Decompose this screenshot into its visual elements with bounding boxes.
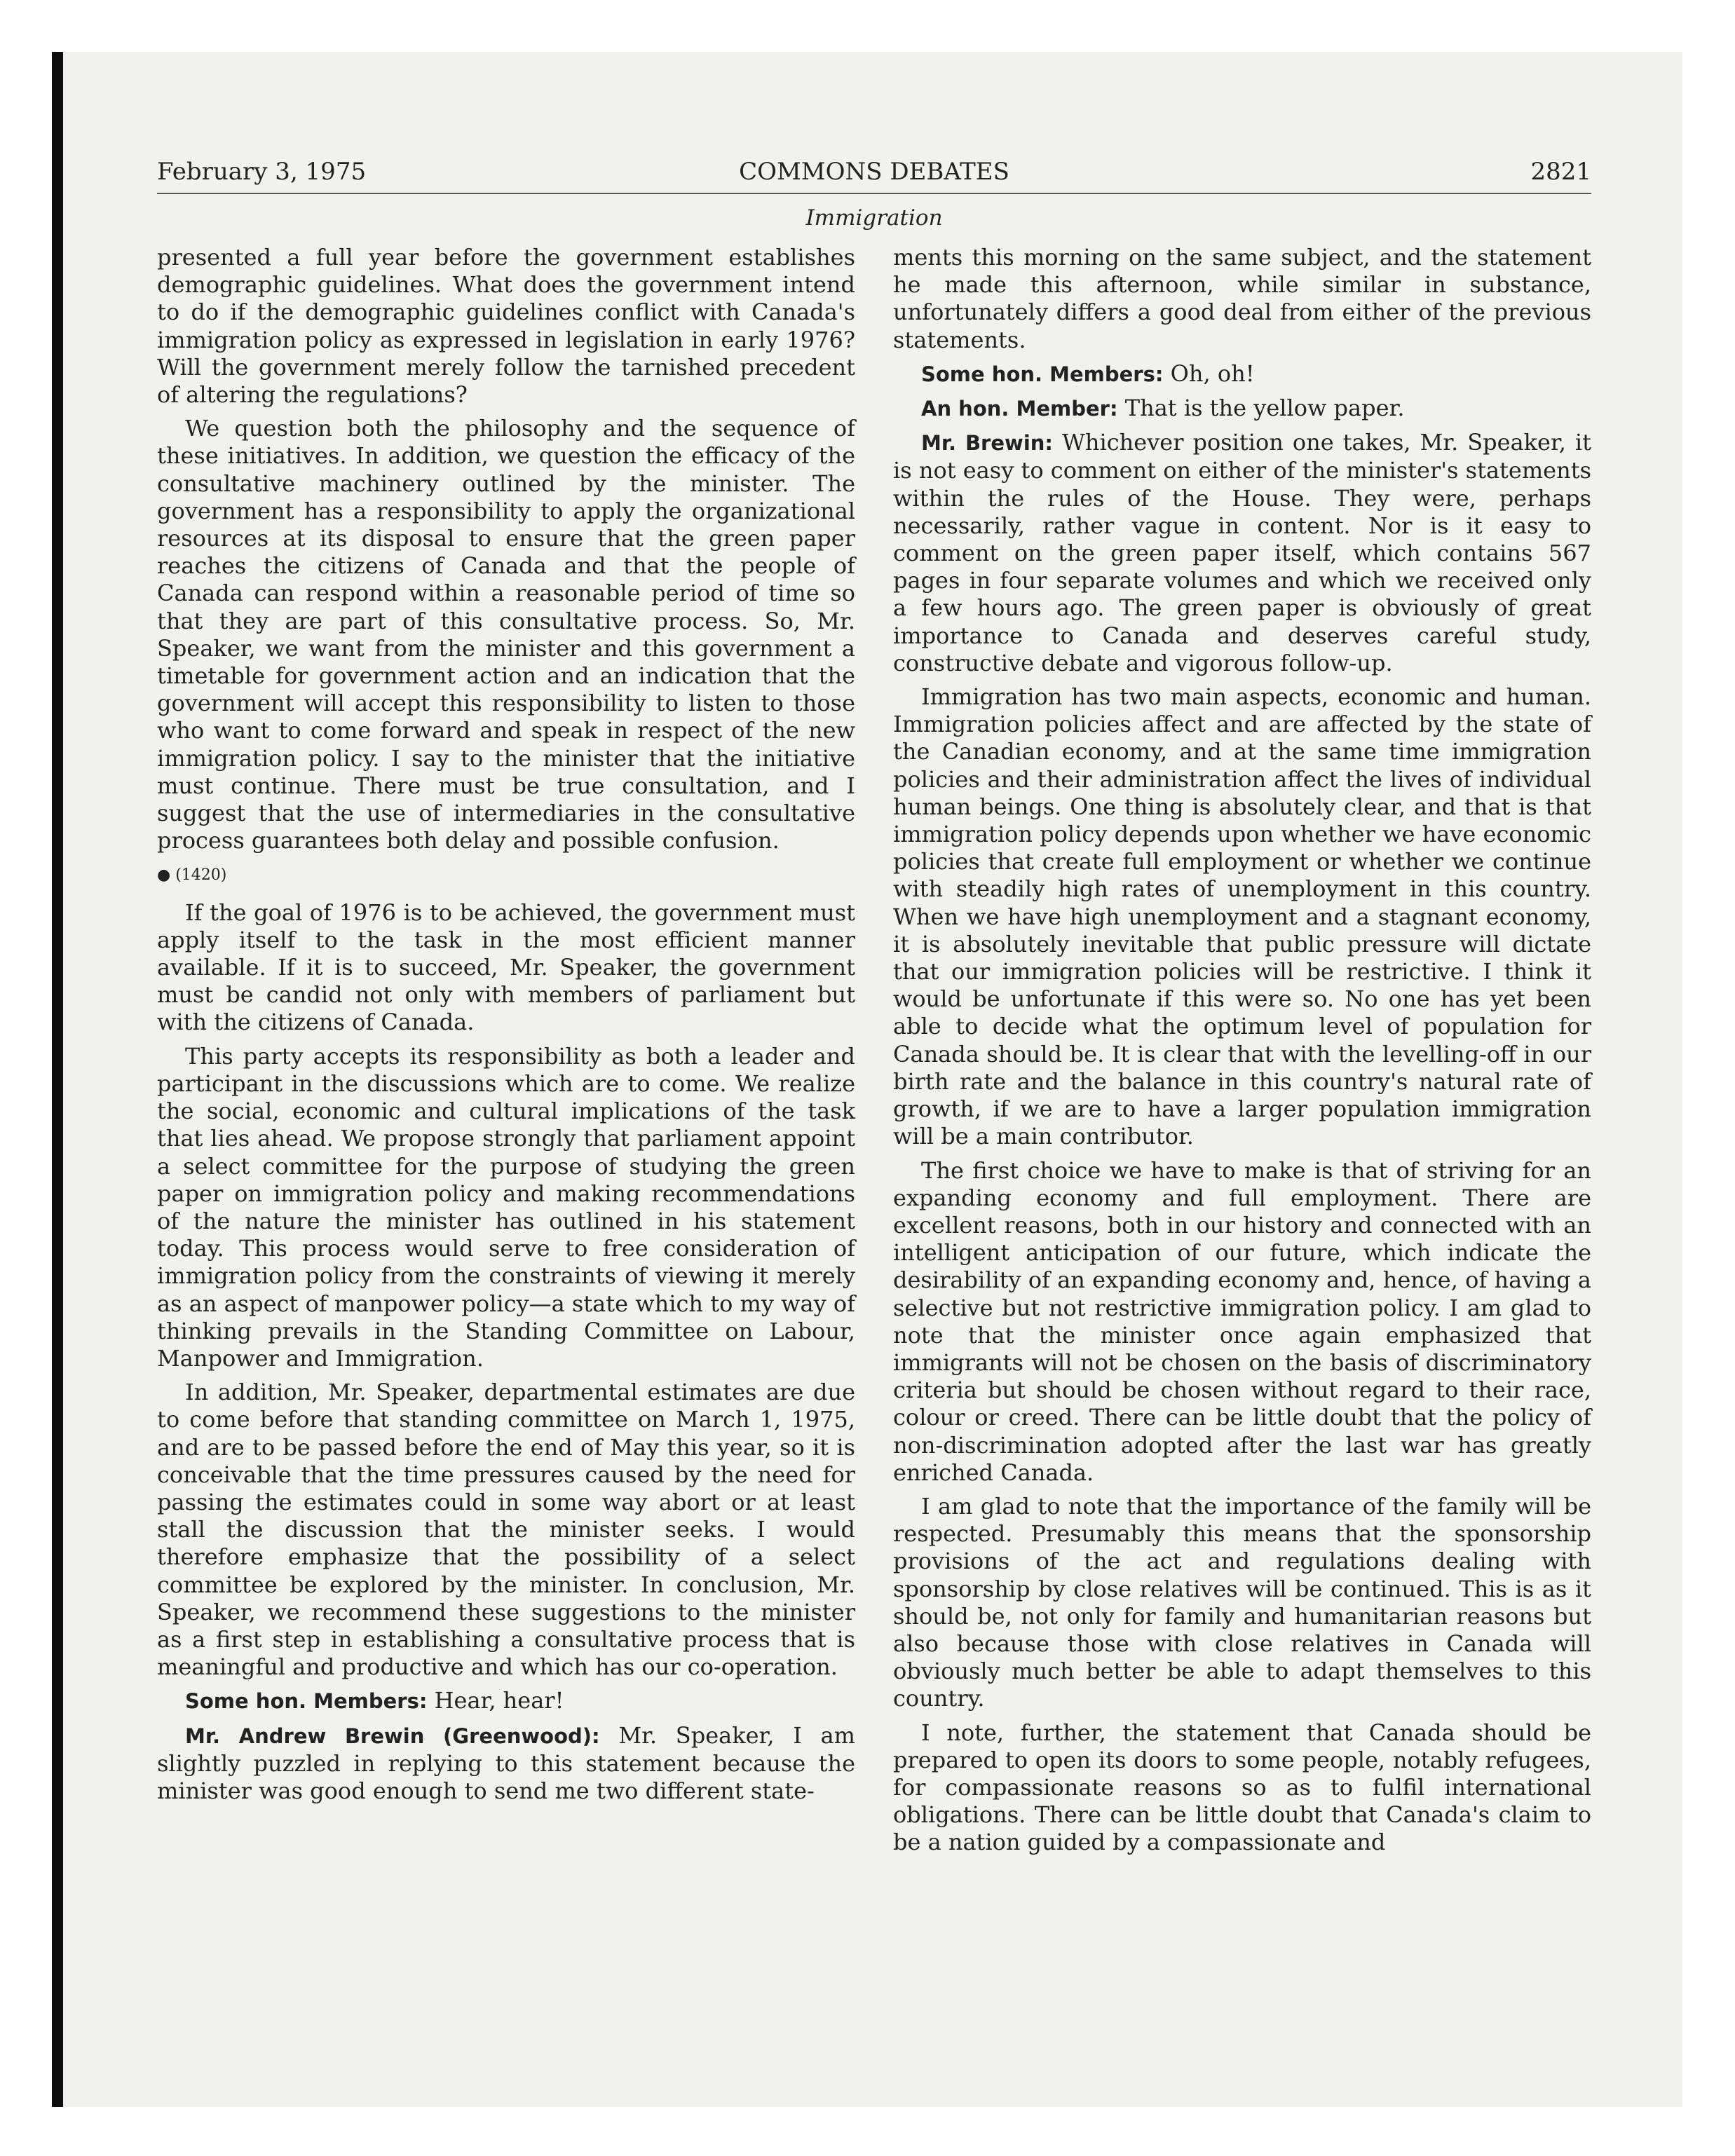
paragraph: This party accepts its responsibility as both a leader and participant in the discussions which are to come. We realize the social, economic and cultural implications of the task that lies ahead. We propose strongly that parliament appoint a select committee for the purpose of studying the green paper on immigration policy and making recommendations of the nature the minister has outlined in his statement today. This process would serve to free consideration of immigration policy from the constraints of viewing it merely as an aspect of manpower policy—a state which to my way of thinking prevails in the Standing Committee on Labour, Manpower and Immigration. xyxy=(157,1042,855,1372)
speech-text: Whichever position one takes, Mr. Speaker, it is not easy to comment on either of the minister's statements within the rules of the House. They were, perhaps necessarily, rather vague in content. Nor is it easy to comment on the green paper itself, which contains 567 pages in four separate volumes and which we received only a few hours ago. The green paper is obviously of great importance to Canada and deserves careful study, constructive debate and vigorous follow-up. xyxy=(893,429,1592,676)
paragraph: ments this morning on the same subject, and the statement he made this afternoon, while similar in substance, unfortunately differs a good deal from either of the previous statements. xyxy=(893,244,1591,353)
paragraph: presented a full year before the government establishes demographic guidelines. What does the government intend to do if the demographic guidelines conflict with Canada's immigration policy as expressed in legislation in early 1976? Will the government merely follow the tarnished precedent of altering the regulations? xyxy=(157,244,855,409)
speaker-name: Some hon. Members: xyxy=(921,362,1164,386)
speaker-name: An hon. Member: xyxy=(921,397,1118,421)
speech-paragraph xyxy=(893,429,1591,677)
paragraph: The first choice we have to make is that of striving for an expanding economy and full employment. There are excellent reasons, both in our history and connected with an intelligent anticipation of our future, which indicate the desirability of an expanding economy and, hence, of having a selective but not restrictive immigration policy. I am glad to note that the minister once again emphasized that immigrants will not be chosen on the basis of discriminatory criteria but should be chosen without regard to their race, colour or creed. There can be little doubt that the policy of non-discrimination adopted after the last war has greatly enriched Canada. xyxy=(893,1157,1591,1486)
speaker-name: Mr. Andrew Brewin (Greenwood): xyxy=(185,1724,600,1748)
speech-paragraph xyxy=(157,1722,855,1806)
speech-paragraph xyxy=(893,360,1591,388)
speech-text: Hear, hear! xyxy=(427,1687,564,1714)
speech-text: Mr. Speaker, I am slightly puzzled in replying to this statement because the minister was good enough to send me two different state- xyxy=(157,1721,856,1804)
section-title: Immigration xyxy=(805,205,943,231)
speech-text: Oh, oh! xyxy=(1163,360,1255,387)
left-column xyxy=(157,244,855,1940)
right-column xyxy=(893,244,1591,1940)
paragraph: In addition, Mr. Speaker, departmental estimates are due to come before that standing committee on March 1, 1975, and are to be passed before the end of May this year, so it is conceivable that the time pressures caused by the need for passing the estimates could in some way abort or at least stall the discussion that the minister seeks. I would therefore emphasize that the possibility of a select committee be explored by the minister. In conclusion, Mr. Speaker, we recommend these suggestions to the minister as a first step in establishing a consultative process that is meaningful and productive and which has our co-operation. xyxy=(157,1379,855,1681)
speech-paragraph xyxy=(157,1687,855,1715)
paragraph: I note, further, the statement that Canada should be prepared to open its doors to some people, notably refugees, for compassionate reasons so as to fulfil international obligations. There can be little doubt that Canada's claim to be a nation guided by a compassionate and xyxy=(893,1719,1591,1856)
paragraph: We question both the philosophy and the sequence of these initiatives. In addition, we question the efficacy of the consultative machinery outlined by the minister. The government has a responsibility to apply the organizational resources at its disposal to ensure that the green paper reaches the citizens of Canada and that the people of Canada can respond within a reasonable period of time so that they are part of this consultative process. So, Mr. Speaker, we want from the minister and this government a timetable for government action and an indication that the government will accept this responsibility to listen to those who want to come forward and speak in respect of the new immigration policy. I say to the minister that the initiative must continue. There must be true consultation, and I suggest that the use of intermediaries in the consultative process guarantees both delay and possible confusion. xyxy=(157,415,855,854)
page-number: 2821 xyxy=(1530,158,1591,186)
speech-text: That is the yellow paper. xyxy=(1117,395,1405,422)
paragraph: Immigration has two main aspects, economic and human. Immigration policies affect and are affected by the state of the Canadian economy, and at the same time immigration policies and their administration affect the lives of individual human beings. One thing is absolutely clear, and that is that immigration policy depends upon whether we have economic policies that create full employment or whether we continue with steadily high rates of unemployment in this country. When we have high unemployment and a stagnant economy, it is absolutely inevitable that public pressure will dictate that our immigration policies will be restrictive. I think it would be unfortunate if this were so. No one has yet been able to decide what the optimum level of population for Canada should be. It is clear that with the levelling-off in our birth rate and the balance in this country's natural rate of growth, if we are to have a larger population immigration will be a main contributor. xyxy=(893,683,1591,1150)
header-rule xyxy=(157,193,1591,194)
header-date: February 3, 1975 xyxy=(157,158,367,186)
scan-edge-bar xyxy=(52,52,63,2107)
time-marker: ● (1420) xyxy=(157,866,227,885)
header-title: COMMONS DEBATES xyxy=(739,158,1009,186)
paragraph: If the goal of 1976 is to be achieved, the government must apply itself to the task in the most efficient manner available. If it is to succeed, Mr. Speaker, the government must be candid not only with members of parliament but with the citizens of Canada. xyxy=(157,899,855,1036)
paragraph: I am glad to note that the importance of the family will be respected. Presumably this means that the sponsorship provisions of the act and regulations dealing with sponsorship by close relatives will be continued. This is as it should be, not only for family and humanitarian reasons but also because those with close relatives in Canada will obviously much better be able to adapt themselves to this country. xyxy=(893,1492,1591,1712)
speaker-name: Some hon. Members: xyxy=(185,1689,428,1714)
speech-paragraph xyxy=(893,395,1591,423)
speaker-name: Mr. Brewin: xyxy=(921,431,1054,456)
